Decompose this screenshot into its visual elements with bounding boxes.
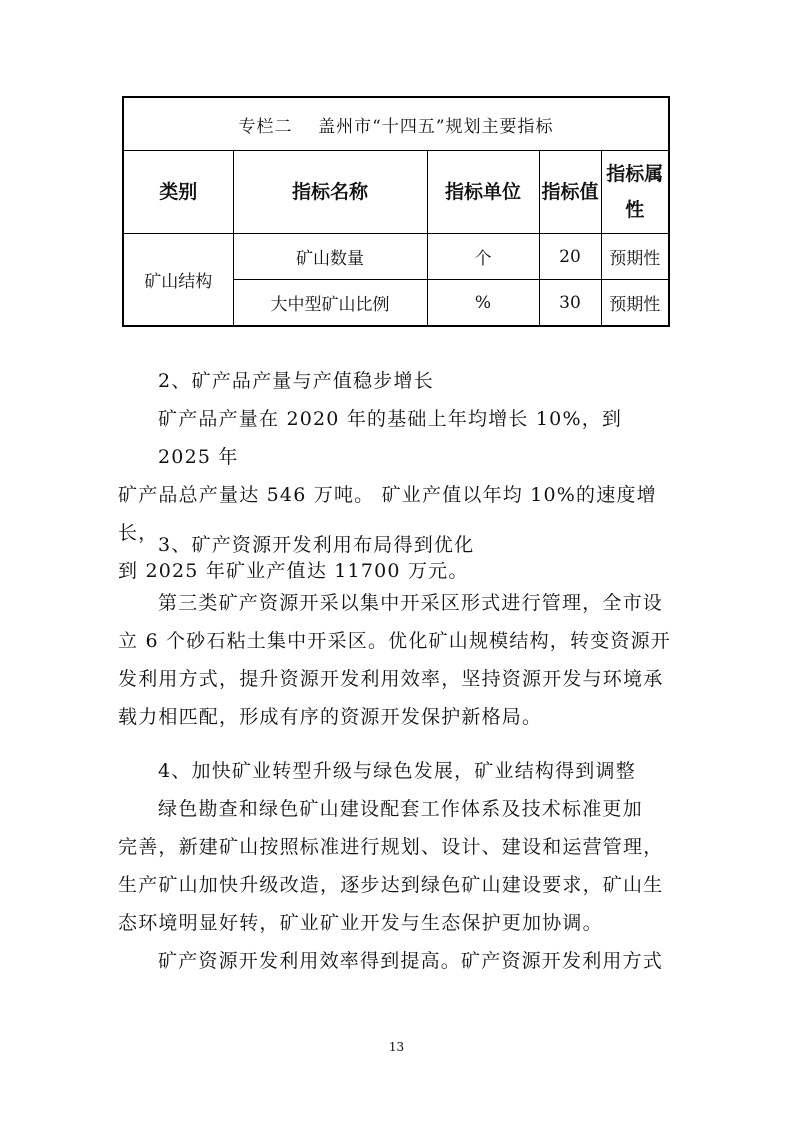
indicator-value-cell: 30 [539,280,601,327]
header-indicator-value: 指标值 [539,151,601,234]
table-caption: 专栏二 盖州市“十四五”规划主要指标 [123,97,669,151]
indicator-attribute-cell: 预期性 [601,234,669,280]
paragraph-line: 矿产品总产量达 546 万吨。 矿业产值以年均 10%的速度增长， [118,484,657,544]
section-3-paragraph [118,584,680,736]
table-caption-row [123,97,669,151]
section-4-paragraph [118,790,680,980]
indicator-unit-cell: 个 [427,234,539,280]
header-indicator-unit: 指标单位 [427,151,539,234]
paragraph-line: 发利用方式，提升资源开发利用效率，坚持资源开发与环境承 [118,668,664,690]
indicators-table-container [122,96,668,322]
page-number: 13 [388,1040,405,1054]
header-indicator-name: 指标名称 [233,151,427,234]
paragraph-line: 完善，新建矿山按照标准进行规划、设计、建设和运营管理， [118,836,664,858]
header-indicator-attribute: 指标属性 [601,151,669,234]
table-header-row [123,151,669,234]
section-4-heading: 4、加快矿业转型升级与绿色发展，矿业结构得到调整 [158,760,636,782]
paragraph-line: 载力相匹配，形成有序的资源开发保护新格局。 [118,706,543,728]
paragraph-line: 态环境明显好转，矿业矿业开发与生态保护更加协调。 [118,912,603,934]
paragraph-line: 绿色勘查和绿色矿山建设配套工作体系及技术标准更加 [158,798,643,820]
paragraph-line: 生产矿山加快升级改造，逐步达到绿色矿山建设要求，矿山生 [118,874,664,896]
section-2-heading: 2、矿产品产量与产值稳步增长 [158,370,434,392]
paragraph-line: 矿产品产量在 2020 年的基础上年均增长 10%，到 2025 年 [158,408,623,468]
indicator-value-cell: 20 [539,234,601,280]
indicators-table [122,96,670,327]
indicator-name-cell: 大中型矿山比例 [233,280,427,327]
paragraph-line: 第三类矿产资源开采以集中开采区形式进行管理，全市设 [158,592,664,614]
paragraph-line: 到 2025 年矿业产值达 11700 万元。 [118,560,469,582]
category-cell: 矿山结构 [123,234,233,327]
table-row [123,234,669,280]
paragraph-line: 立 6 个砂石粘土集中开采区。优化矿山规模结构，转变资源开 [118,630,671,652]
indicator-name-cell: 矿山数量 [233,234,427,280]
section-3-heading: 3、矿产资源开发利用布局得到优化 [158,534,475,556]
indicator-unit-cell: % [427,280,539,327]
header-category: 类别 [123,151,233,234]
indicator-attribute-cell: 预期性 [601,280,669,327]
paragraph-line: 矿产资源开发利用效率得到提高。矿产资源开发利用方式 [158,950,664,972]
